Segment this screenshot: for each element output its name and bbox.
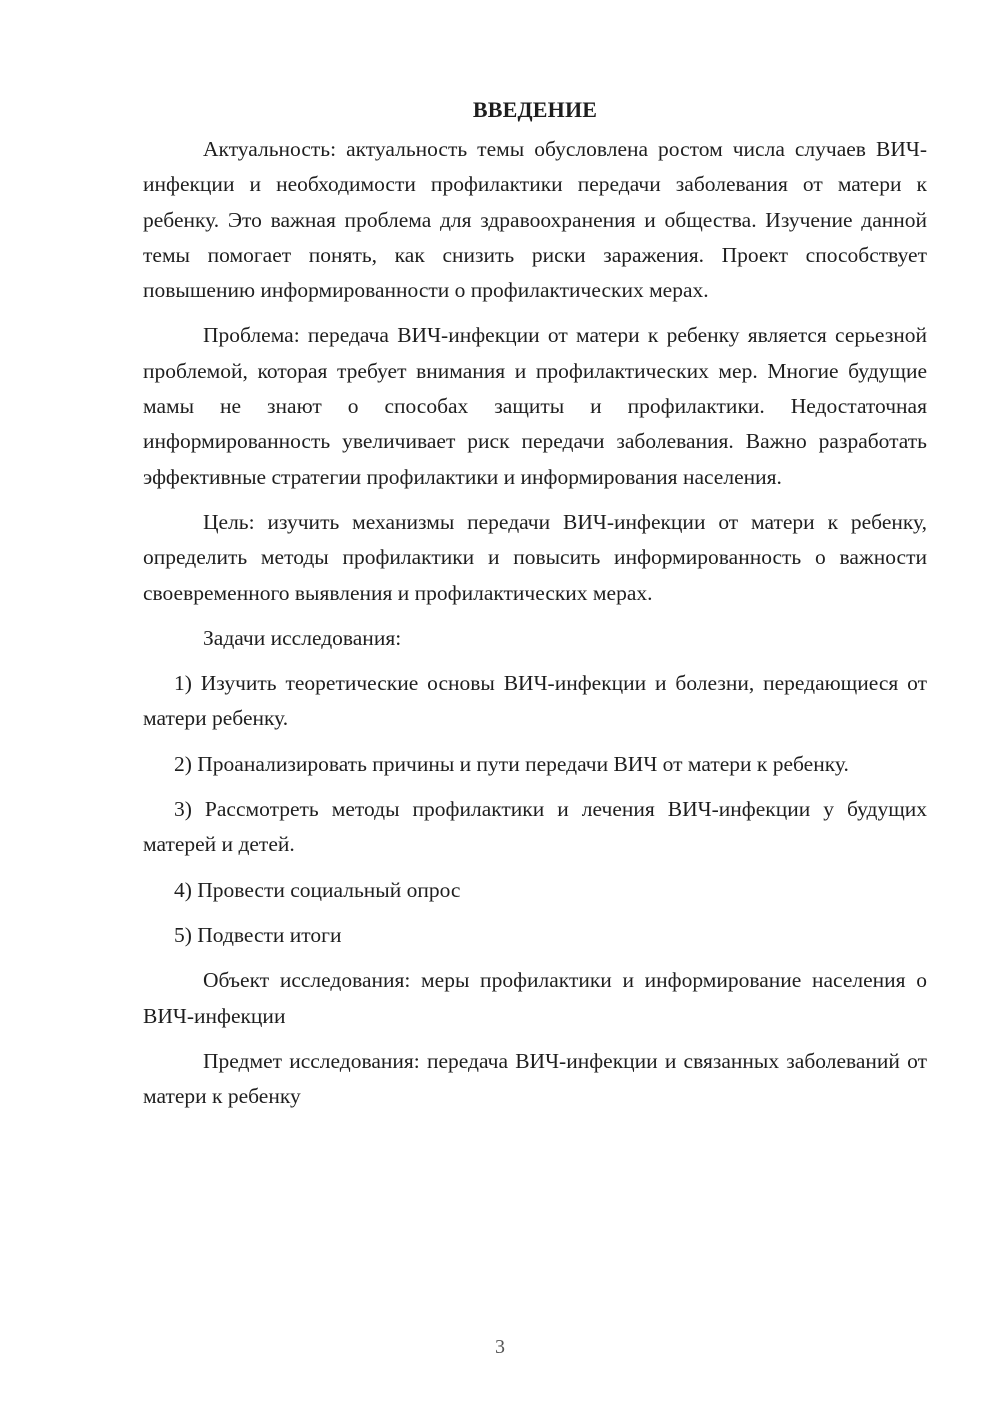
goal-paragraph: Цель: изучить механизмы передачи ВИЧ-инфекции от матери к ребенку, определить методы профилактики и повысить информированность о важности своевременного выявления и профилактических мерах. xyxy=(143,509,927,605)
task-item-4: 4) Провести социальный опрос xyxy=(174,877,461,902)
research-subject-paragraph: Предмет исследования: передача ВИЧ-инфекции и связанных заболеваний от матери к ребенку xyxy=(143,1048,927,1109)
task-item-3: 3) Рассмотреть методы профилактики и лечения ВИЧ-инфекции у будущих матерей и детей. xyxy=(143,797,927,857)
task-item-5: 5) Подвести итоги xyxy=(174,922,342,947)
relevance-paragraph: Актуальность: актуальность темы обусловлена ростом числа случаев ВИЧ-инфекции и необходимости профилактики передачи заболевания от матери к ребенку. Это важная проблема для здравоохранения и общества. Изучение данной темы помогает понять, как снизить риски заражения. Проект способствует повышению информированности о профилактических мерах. xyxy=(143,137,927,303)
task-item-2: 2) Проанализировать причины и пути передачи ВИЧ от матери к ребенку. xyxy=(174,751,849,776)
page-body xyxy=(143,92,927,1124)
research-object-paragraph: Объект исследования: меры профилактики и информирование населения о ВИЧ-инфекции xyxy=(143,968,927,1028)
problem-paragraph: Проблема: передача ВИЧ-инфекции от матери к ребенку является серьезной проблемой, которая требует внимания и профилактических мер. Многие будущие мамы не знают о способах защиты и профилактики. Недостаточная информированность увеличивает риск передачи заболевания. Важно разработать эффективные стратегии профилактики и информирования населения. xyxy=(143,323,927,489)
task-item-1: 1) Изучить теоретические основы ВИЧ-инфекции и болезни, передающиеся от матери ребенку. xyxy=(143,671,927,731)
page-number: 3 xyxy=(495,1336,505,1358)
section-heading: ВВЕДЕНИЕ xyxy=(472,97,598,122)
tasks-heading: Задачи исследования: xyxy=(203,625,402,650)
